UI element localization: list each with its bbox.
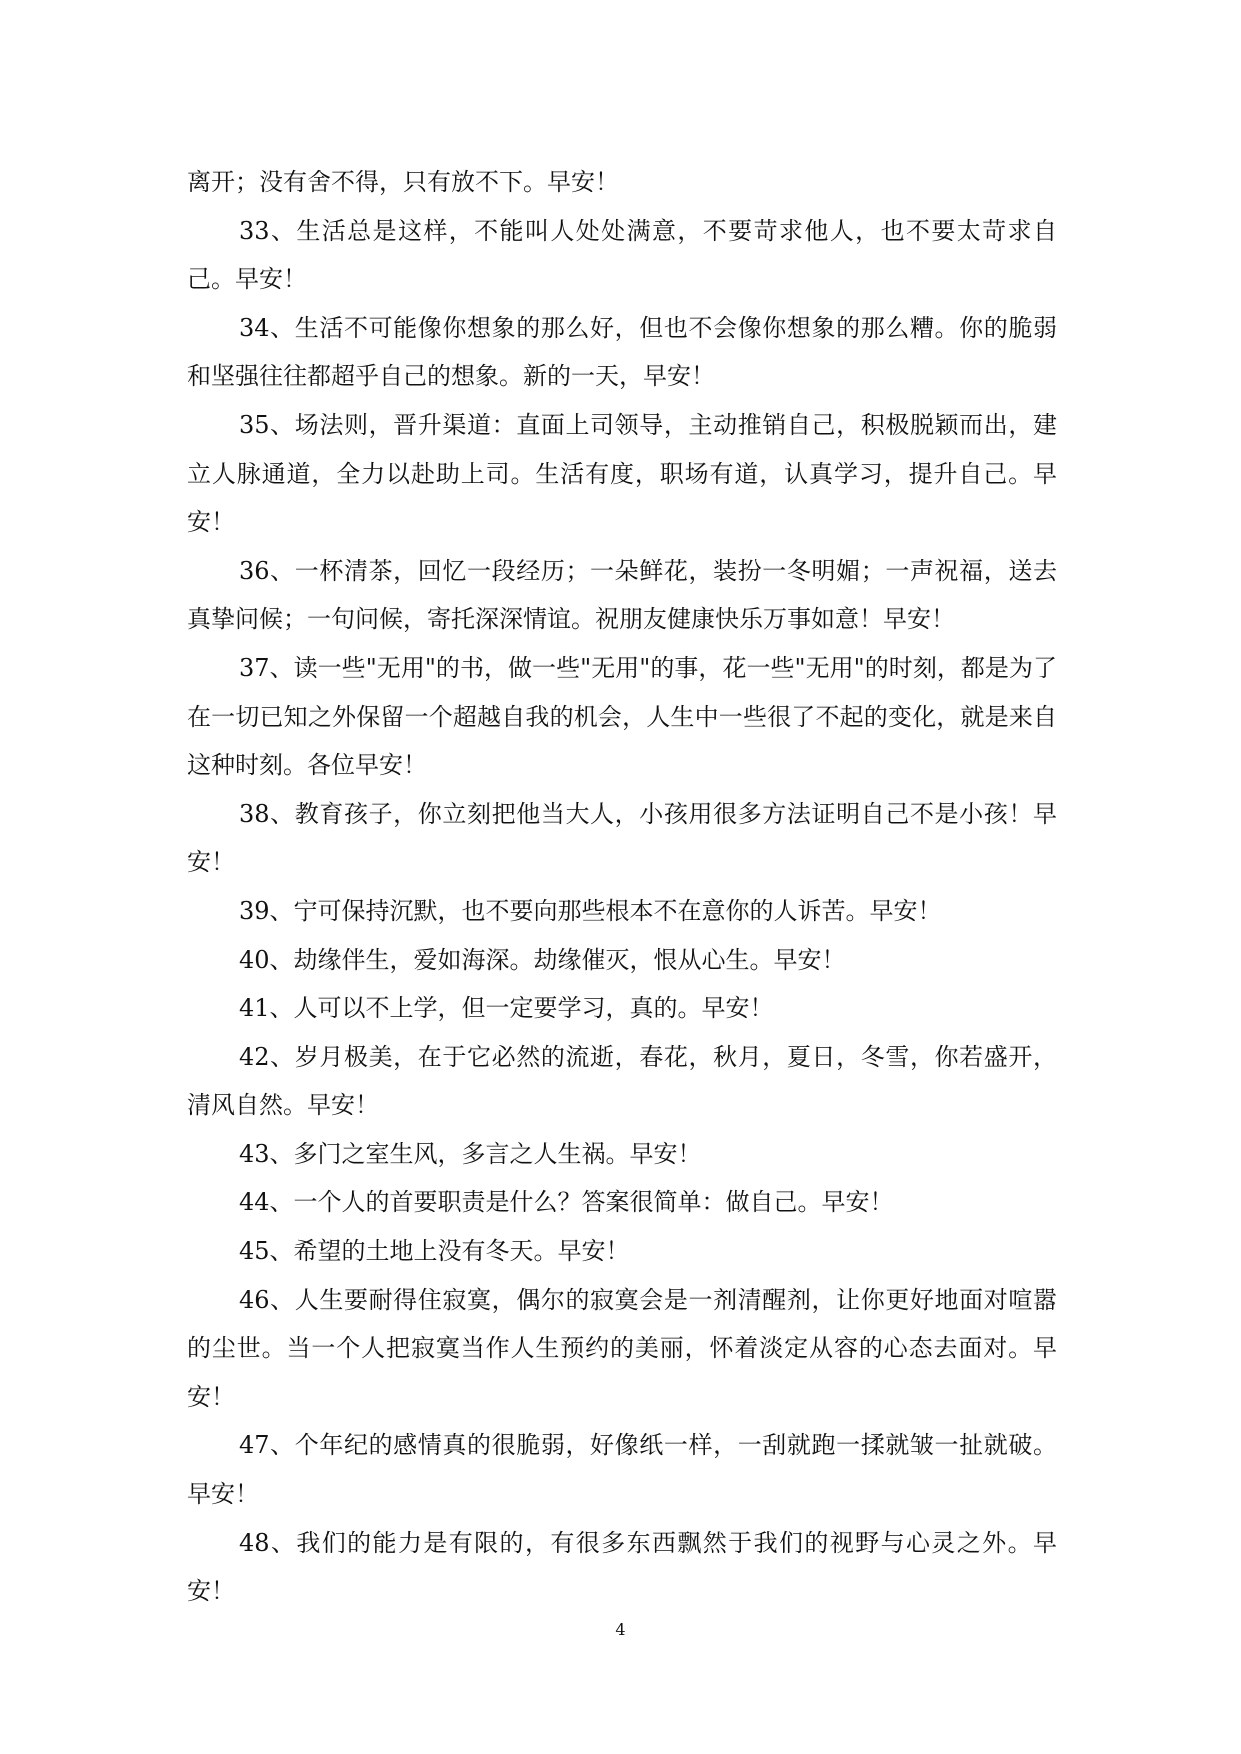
paragraph: 46、人生要耐得住寂寞，偶尔的寂寞会是一剂清醒剂，让你更好地面对喧嚣的尘世。当一个人把寂寞当作人生预约的美丽，怀着淡定从容的心态去面对。早安！: [187, 1285, 1057, 1411]
paragraph: 42、岁月极美，在于它必然的流逝，春花，秋月，夏日，冬雪，你若盛开，清风自然。早安！: [187, 1042, 1057, 1120]
paragraph: 35、场法则，晋升渠道：直面上司领导，主动推销自己，积极脱颖而出，建立人脉通道，全力以赴助上司。生活有度，职场有道，认真学习，提升自己。早安！: [187, 410, 1057, 537]
paragraph: 33、生活总是这样，不能叫人处处满意，不要苛求他人，也不要太苛求自己。早安！: [187, 216, 1057, 294]
paragraph: 34、生活不可能像你想象的那么好，但也不会像你想象的那么糟。你的脆弱和坚强往往都超乎自己的想象。新的一天，早安！: [187, 313, 1057, 391]
paragraph: 45、希望的土地上没有冬天。早安！: [239, 1237, 630, 1266]
paragraph: 离开；没有舍不得，只有放不下。早安！: [187, 168, 619, 196]
paragraph: 43、多门之室生风，多言之人生祸。早安！: [239, 1139, 702, 1168]
paragraph: 37、读一些"无用"的书，做一些"无用"的事，花一些"无用"的时刻，都是为了在一切已知之外保留一个超越自我的机会，人生中一些很了不起的变化，就是来自这种时刻。各位早安！: [187, 653, 1057, 780]
paragraph: 40、劫缘伴生，爱如海深。劫缘催灭，恨从心生。早安！: [239, 945, 846, 974]
page-number: 4: [615, 1620, 626, 1639]
document-body: [187, 158, 1057, 1616]
paragraph: 48、我们的能力是有限的，有很多东西飘然于我们的视野与心灵之外。早安！: [187, 1528, 1057, 1606]
paragraph: 39、宁可保持沉默，也不要向那些根本不在意你的人诉苦。早安！: [239, 896, 942, 925]
paragraph: 44、一个人的首要职责是什么？答案很简单：做自己。早安！: [239, 1188, 894, 1217]
paragraph: 38、教育孩子，你立刻把他当大人，小孩用很多方法证明自己不是小孩！早安！: [187, 799, 1057, 877]
paragraph: 41、人可以不上学，但一定要学习，真的。早安！: [239, 994, 774, 1023]
paragraph: 47、个年纪的感情真的很脆弱，好像纸一样，一刮就跑一揉就皱一扯就破。早安！: [187, 1431, 1057, 1509]
paragraph: 36、一杯清茶，回忆一段经历；一朵鲜花，装扮一冬明媚；一声祝福，送去真挚问候；一句问候，寄托深深情谊。祝朋友健康快乐万事如意！早安！: [187, 556, 1057, 634]
